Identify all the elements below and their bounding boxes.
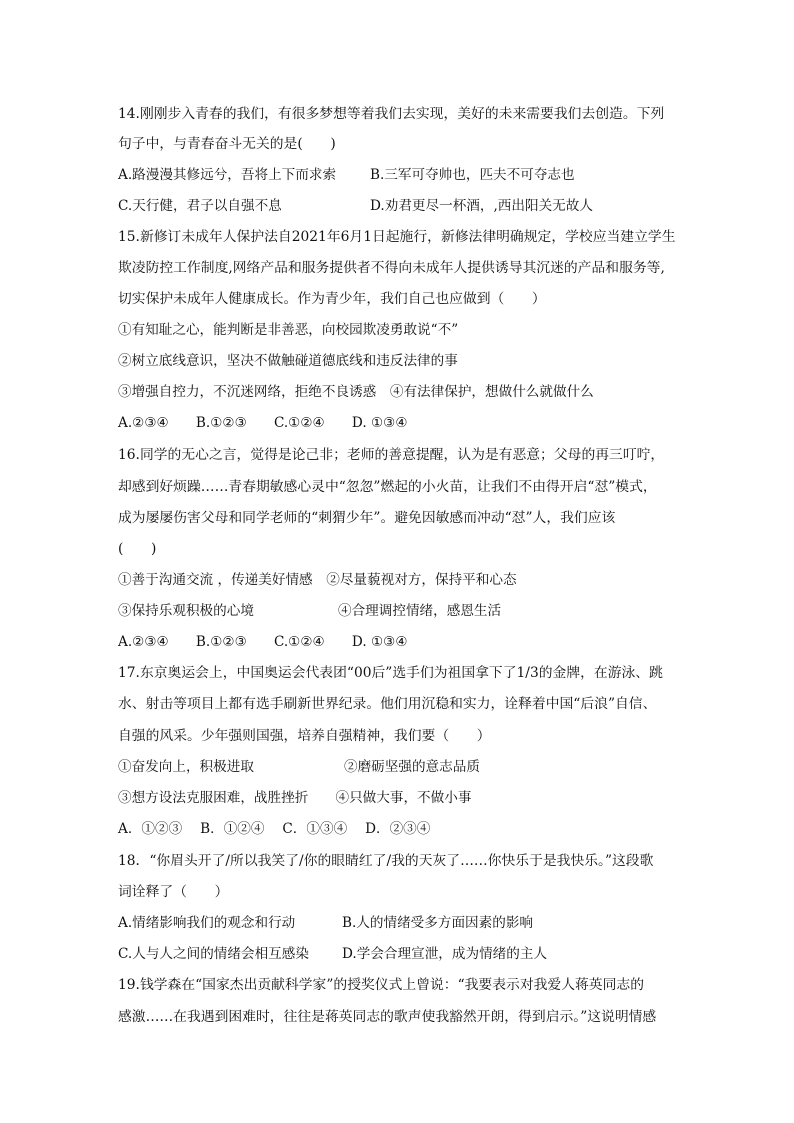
q17-options: A．①②③ B．①②④ C．①③④ D．②③④ <box>118 821 431 837</box>
q17-item-3-4: ③想方设法克服困难，战胜挫折 ④只做大事，不做小事 <box>118 790 472 806</box>
q16-stem-line2: 却感到好烦躁……青春期敏感心灵中“忽忽”燃起的小火苗，让我们不由得开启“怼”模式， <box>118 479 657 495</box>
q15-item-3-4: ③增强自控力，不沉迷网络，拒绝不良诱惑 ④有法律保护，想做什么就做什么 <box>118 384 594 400</box>
q16-stem-line1: 16.同学的无心之言，觉得是论己非；老师的善意提醒，认为是有恶意；父母的再三叮咛， <box>118 447 665 463</box>
q17-stem-line2: 水、射击等项目上都有选手刷新世界纪录。他们用沉稳和实力，诠释着中国“后浪”自信、 <box>118 696 657 712</box>
q16-options: A.②③④ B.①②③ C.①②④ D. ①③④ <box>118 634 408 650</box>
q15-stem-line1: 15.新修订未成年人保护法自2021年6月1日起施行，新修法律明确规定，学校应当建立学生 <box>118 229 676 245</box>
q16-stem-line4: ( ) <box>118 541 157 557</box>
q19-stem-line1: 19.钱学森在“国家杰出贡献科学家”的授奖仪式上曾说：“我要表示对我爱人蒋英同志的 <box>118 977 644 993</box>
q16-item-3: ③保持乐观积极的心境 <box>118 603 254 619</box>
q15-item-1: ①有知耻之心，能判断是非善恶，向校园欺凌勇敢说“不” <box>118 322 459 338</box>
q18-option-a: A.情绪影响我们的观念和行动 <box>118 915 296 931</box>
q14-option-a: A.路漫漫其修远兮，吾将上下而求索 <box>118 167 337 183</box>
q18-option-b: B.人的情绪受多方面因素的影响 <box>342 915 534 931</box>
q15-stem-line2: 欺凌防控工作制度,网络产品和服务提供者不得向未成年人提供诱导其沉迷的产品和服务等, <box>118 260 665 276</box>
q18-stem-line2: 词诠释了（ ） <box>118 884 229 900</box>
q19-stem-line2: 感激……在我遇到困难时，往往是蒋英同志的歌声使我豁然开朗，得到启示。”这说明情感 <box>118 1009 657 1025</box>
q14-stem-line1: 14.刚刚步入青春的我们，有很多梦想等着我们去实现，美好的未来需要我们去创造。下列 <box>118 106 665 122</box>
q17-item-1: ①奋发向上，积极进取 <box>118 759 254 775</box>
q17-stem-line3: 自强的风采。少年强则国强，培养自强精神，我们要（ ） <box>118 728 491 744</box>
q14-option-b: B.三军可夺帅也，匹夫不可夺志也 <box>370 167 575 183</box>
q17-stem-line1: 17.东京奥运会上，中国奥运会代表团“00后”选手们为祖国拿下了1/3的金牌，在游泳、跳 <box>118 665 663 681</box>
q18-option-c: C.人与人之间的情绪会相互感染 <box>118 946 309 962</box>
q14-stem-line2: 句子中，与青春奋斗无关的是( ) <box>118 136 336 152</box>
q16-item-4: ④合理调控情绪，感恩生活 <box>338 603 502 619</box>
q15-stem-line3: 切实保护未成年人健康成长。作为青少年，我们自己也应做到（ ） <box>118 291 546 307</box>
q18-stem-line1: 18．“你眉头开了/所以我笑了/你的眼睛红了/我的天灰了……你快乐于是我快乐。”这段歌 <box>118 853 654 869</box>
q16-item-1-2: ①善于沟通交流 ，传递美好情感 ②尽量藐视对方，保持平和心态 <box>118 572 517 588</box>
q15-item-2: ②树立底线意识，坚决不做触碰道德底线和违反法律的事 <box>118 353 458 369</box>
q14-option-c: C.天行健，君子以自强不息 <box>118 198 282 214</box>
q15-options: A.②③④ B.①②③ C.①②④ D. ①③④ <box>118 415 408 431</box>
q14-option-d: D.劝君更尽一杯酒，,西出阳关无故人 <box>370 198 593 214</box>
q16-stem-line3: 成为屡屡伤害父母和同学老师的“刺猬少年”。避免因敏感而冲动“怼”人，我们应该 <box>118 510 616 526</box>
q18-option-d: D.学会合理宣泄，成为情绪的主人 <box>342 946 548 962</box>
q17-item-2: ②磨砺坚强的意志品质 <box>344 759 480 775</box>
